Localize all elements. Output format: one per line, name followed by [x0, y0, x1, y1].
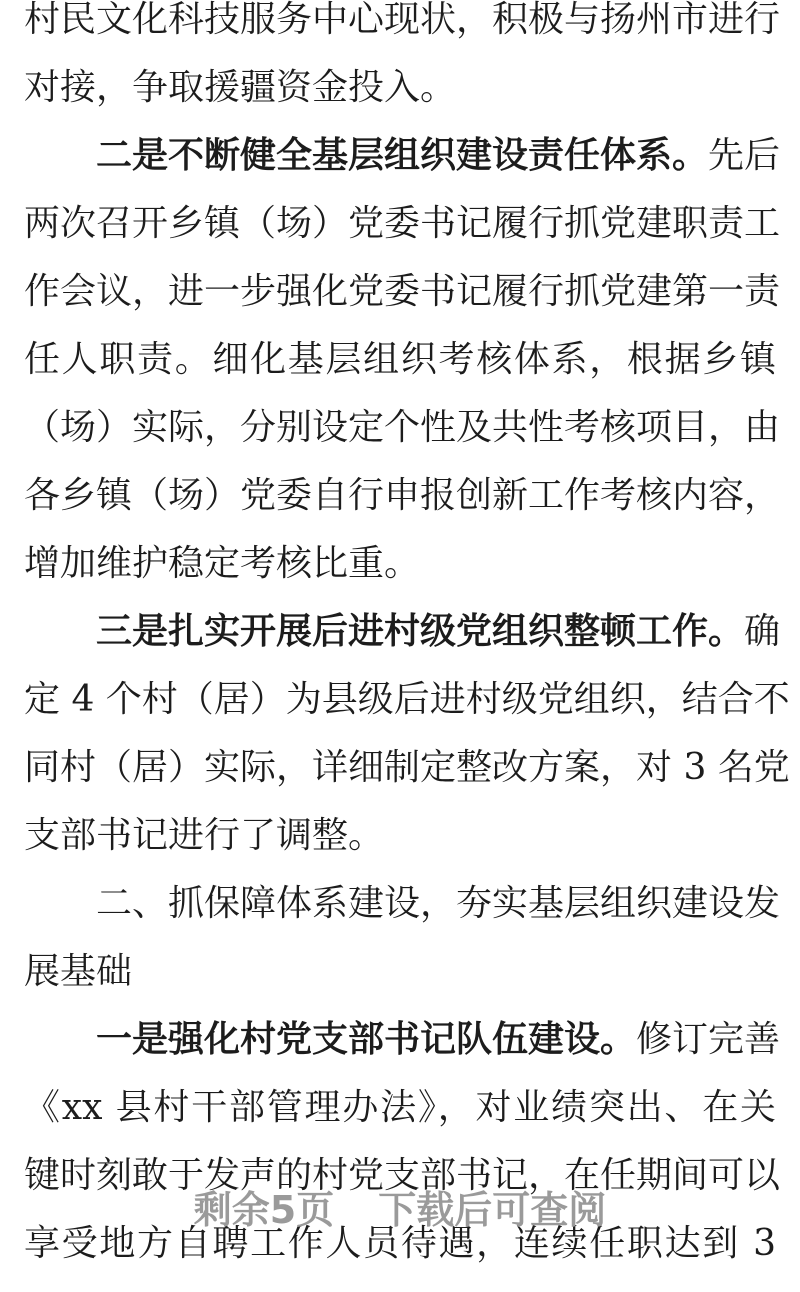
lead-rest: 修订完善	[636, 1019, 781, 1060]
section-heading: 二、抓保障体系建设，夯实基层组织建设发	[96, 883, 781, 924]
text-line-12: 同村（居）实际，详细制定整改方案，对 3 名党	[24, 747, 790, 788]
text-line-8: 各乡镇（场）党委自行申报创新工作考核内容，	[24, 475, 781, 516]
text-line-19: 享受地方自聘工作人员待遇，连续任职达到 3	[24, 1223, 776, 1264]
text-line-4: 两次召开乡镇（场）党委书记履行抓党建职责工	[24, 203, 781, 244]
document-body	[24, 0, 790, 1292]
paragraph-lead-3	[24, 611, 781, 680]
text-line-11: 定 4 个村（居）为县级后进村级党组织，结合不	[24, 679, 790, 720]
paragraph-lead-4	[24, 1019, 781, 1088]
download-banner[interactable]	[0, 1182, 800, 1238]
text-line-2: 对接，争取援疆资金投入。	[24, 67, 457, 108]
text-line-6: 任人职责。细化基层组织考核体系，根据乡镇	[24, 339, 776, 380]
text-line-17: 《xx 县村干部管理办法》，对业绩突出、在关	[24, 1087, 776, 1128]
text-line-13: 支部书记进行了调整。	[24, 815, 385, 856]
bold-lead: 二是不断健全基层组织建设责任体系。	[96, 135, 709, 176]
section-heading-cont: 展基础	[24, 951, 133, 992]
text-line-18: 键时刻敢于发声的村党支部书记，在任期间可以	[24, 1155, 781, 1196]
paragraph-lead-2	[24, 135, 781, 204]
bold-lead: 三是扎实开展后进村级党组织整顿工作。	[96, 611, 745, 652]
lead-rest: 确	[744, 611, 781, 652]
text-line-7: （场）实际，分别设定个性及共性考核项目，由	[24, 407, 781, 448]
download-to-view-label[interactable]: 下载后可查阅	[378, 1188, 607, 1232]
text-line-9: 增加维护稳定考核比重。	[24, 543, 421, 584]
text-line-5: 作会议，进一步强化党委书记履行抓党建第一责	[24, 271, 781, 312]
bold-lead: 一是强化村党支部书记队伍建设。	[96, 1019, 637, 1060]
text-line-1: 村民文化科技服务中心现状，积极与扬州市进行	[24, 0, 781, 40]
lead-rest: 先后	[708, 135, 781, 176]
remaining-pages-label: 剩余5页	[193, 1188, 335, 1232]
